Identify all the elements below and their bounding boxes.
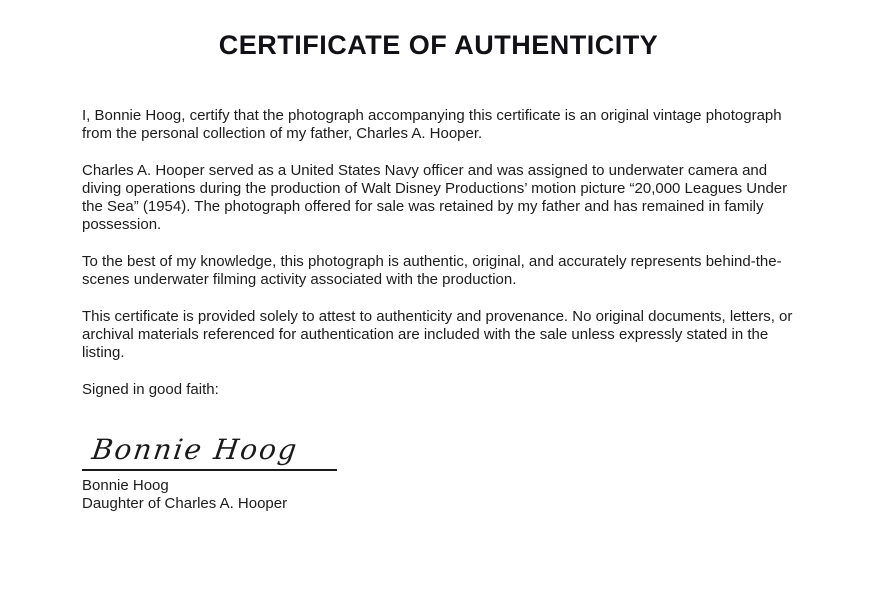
signer-relation: Daughter of Charles A. Hooper	[82, 495, 288, 512]
signature-prompt: Signed in good faith:	[82, 381, 219, 398]
certificate-title: CERTIFICATE OF AUTHENTICITY	[218, 30, 659, 60]
paragraph-intro: I, Bonnie Hoog, certify that the photograph accompanying this certificate is an original vintage photograph from the personal collection of my father, Charles A. Hooper.	[82, 107, 782, 142]
signature-block	[82, 435, 795, 513]
signer-name: Bonnie Hoog	[82, 477, 169, 494]
paragraph-attestation: To the best of my knowledge, this photograph is authentic, original, and accurately represents behind-the-scenes underwater filming activity associated with the production.	[82, 253, 782, 288]
handwritten-signature: Bonnie Hoog	[89, 433, 301, 466]
paragraph-provenance: Charles A. Hooper served as a United States Navy officer and was assigned to underwater camera and diving operations during the production of Walt Disney Productions’ motion picture “20,000 Leagues Under the Sea” (1954). The photograph offered for sale was retained by my father and has remained in family possession.	[82, 162, 788, 233]
signature-line	[82, 469, 337, 471]
certificate-body	[82, 107, 795, 399]
paragraph-disclaimer: This certificate is provided solely to attest to authenticity and provenance. No original documents, letters, or archival materials referenced for authentication are included with the sale unless expressly stated in the listing.	[82, 308, 793, 361]
